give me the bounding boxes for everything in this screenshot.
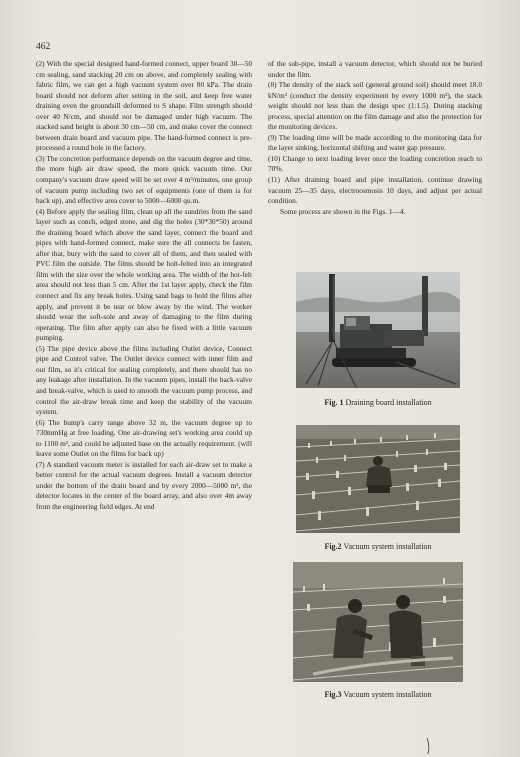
- paragraph-7: (7) A standard vacuum meter is installed for each air-draw set to make a better control for the actual vacuum degrees. Install a vacuum detector under the bottom of the drain board and by every 2000—5000 m², the detector locates in the center of the board array, and also over 4m away from the engineering field edges. At end: [36, 459, 252, 511]
- figure-2-label: Fig.2: [324, 542, 342, 551]
- figure-2-caption: [296, 542, 460, 551]
- figure-1-label: Fig. 1: [324, 398, 344, 407]
- paragraph-10: (10) Change to next loading lever once the loading concretion reach to 70%.: [268, 153, 482, 174]
- page-number: 462: [36, 42, 51, 52]
- left-column: [36, 59, 252, 513]
- paragraph-2: (2) With the special designed hand-formed connect, upper board 30—50 cm sealing, sand stacking 20 cm on above, and completely sealing with fabric film, we can get a high vacuum system over 80 kPa. The drain board should not deform after setting in the soil, and keep free water draining even the groundsill deformed to S shape. Film strength should over 40 N/cm, and should not be damaged under high vacuum. The stacked sand height is about 30 cm—50 cm, and make cover the connect between drain board and vacuum pipe. The hand-formed connect is pre-processed a round hole in the factory.: [36, 59, 252, 153]
- paragraph-11: (11) After draining board and pipe installation, continue drawing vacuum 25—35 days, electroosmosis 10 days, and adjust per actual condition.: [268, 175, 482, 206]
- figure-2-photo: [296, 425, 460, 533]
- paragraph-5: (5) The pipe device above the films including Outlet device, Connect pipe and Control valve. The Outlet device connect with inner film and out film, so it's critical for sealing completely, and there should has no any leakage after installation. In the vacuum pipes, install the back-valve and break-valve, which is used to smooth the vacuum pump process, and control the air-draw break time and keep the stability of the vacuum system.: [36, 343, 252, 417]
- figure-2-title: Vacuum system installation: [343, 542, 432, 551]
- figure-3-title: Vacuum system installation: [343, 690, 432, 699]
- paragraph-3: (3) The concretion performance depends on the vacuum degree and time, the more high air draw speed, the more quick vacuum time. Our company's vacuum draw speed will be set over 4 m³/minutes, one group of vacuum pump including two set of equipments (one of them is for back up), and effective area cover to 5000—6000 qu.m.: [36, 153, 252, 206]
- figure-1-caption: [296, 398, 460, 407]
- paragraph-7-continued: of the sub-pipe, install a vacuum detector, which should not be buried under the film.: [268, 59, 482, 79]
- figure-3-photo: [293, 562, 463, 682]
- figure-1-title: Draining board installation: [345, 398, 432, 407]
- pen-mark-decoration: [424, 738, 434, 754]
- figures-intro: Some process are shown in the Figs. 1—4.: [280, 206, 406, 216]
- figure-1-photo: [296, 272, 460, 388]
- figure-3-label: Fig.3: [324, 690, 342, 699]
- paragraph-9: (9) The loading time will be made according to the monitoring data for the layer sinking, horizontal shifting and water gap pressure.: [268, 132, 482, 153]
- figure-3-caption: [293, 690, 463, 699]
- right-column: [268, 59, 482, 217]
- paragraph-8: (8) The density of the stack soil (general ground soil) should meet 18.0 kN/m³ (conduct the density experiment by every 1000 m²), the stack weight should not less than the design spec (1:1.5). During stacking process, special attention on the film damage and also the protection for the monitoring devices.: [268, 80, 482, 132]
- paragraph-4: (4) Before apply the sealing film, clean up all the sundries from the sand layer such as conch, edged stone, and dig the holes (30*30*50) around the draining board which above the sand layer, connect the board and pipes with hand-formed connect, make sure the all connects be fasten, after that, bury with the sand to cover all of them, and then sealed with PVC film the outside. The films should be holt-felted into an integrated film with the size over the whole working area. The width of the hot-felt area should not less than 5 cm. After the 1st layer apply, check the film connect and fix any break holes. Using sand bags to hold the films after apply, and prevent it be tear or blow away by the wind. The worker should wear the soft-sole and away of damaging to the film during operating. The film after apply can also be fixed with a little vacuum pumping.: [36, 206, 252, 343]
- paragraph-6: (6) The bump's carry range above 32 m, the vacuum degree up to 730mmHg at free loading. One air-drawing set's working area could up to 1100 m², and could be adjusted base on the actually requirement. (will leave some Outlet on the films for back up): [36, 417, 252, 459]
